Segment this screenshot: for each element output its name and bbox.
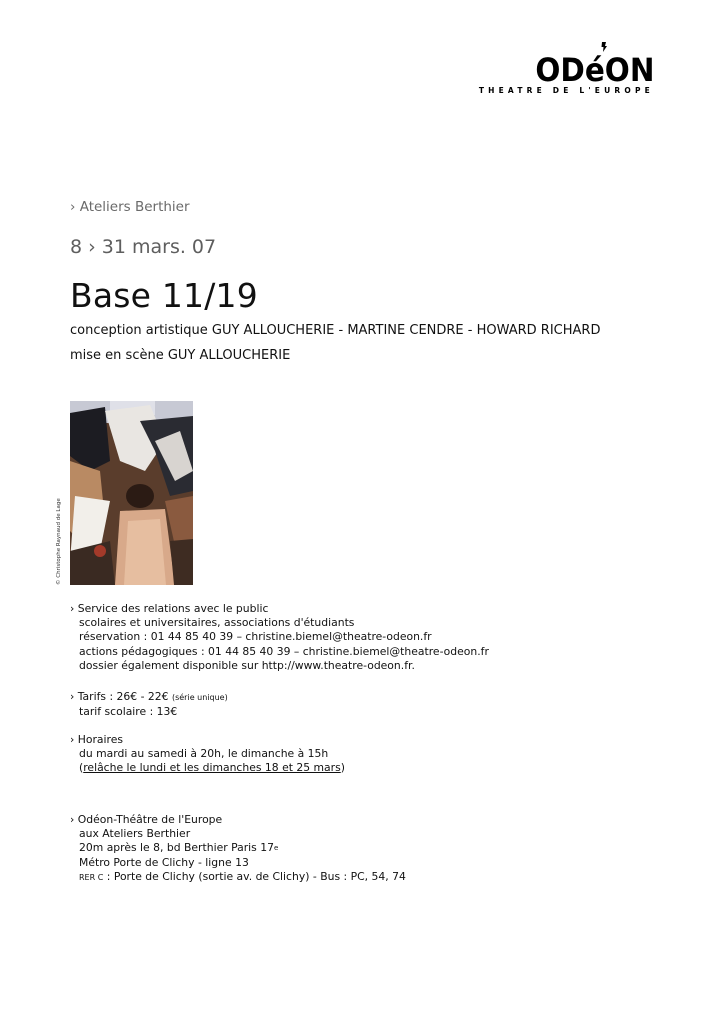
address-street-sup: e bbox=[273, 844, 279, 853]
schedule-block bbox=[70, 733, 345, 776]
public-relations-block bbox=[70, 602, 489, 673]
address-heading: › Odéon-Théâtre de l'Europe bbox=[70, 813, 223, 826]
direction-credit: mise en scène GUY ALLOUCHERIE bbox=[70, 348, 291, 363]
photo-credit: © Christophe Raynaud de Lage bbox=[56, 498, 62, 585]
pricing-block bbox=[70, 690, 228, 719]
relache-open-paren: ( bbox=[79, 761, 84, 775]
pricing-note: (série unique) bbox=[171, 693, 228, 702]
relache-close-paren: ) bbox=[340, 761, 345, 775]
dossier-line: dossier également disponible sur http://www.theatre-odeon.fr. bbox=[79, 658, 415, 672]
schedule-heading: › Horaires bbox=[70, 733, 123, 746]
photo-illustration bbox=[70, 401, 193, 585]
pricing-line: › Tarifs : 26€ - 22€ bbox=[70, 690, 169, 703]
rer-bus-line: : Porte de Clichy (sortie av. de Clichy) - Bus : PC, 54, 74 bbox=[103, 869, 406, 883]
event-dates: 8 › 31 mars. 07 bbox=[70, 236, 217, 258]
conception-credit: conception artistique GUY ALLOUCHERIE - MARTINE CENDRE - HOWARD RICHARD bbox=[70, 323, 601, 338]
page-title: Base 11/19 bbox=[70, 276, 258, 315]
reservation-line: réservation : 01 44 85 40 39 – christine.biemel@theatre-odeon.fr bbox=[79, 630, 432, 644]
address-venue: aux Ateliers Berthier bbox=[79, 827, 191, 841]
logo-wordmark: ODéON bbox=[534, 51, 654, 89]
public-relations-heading: › Service des relations avec le public bbox=[70, 602, 269, 615]
venue-label: › Ateliers Berthier bbox=[70, 199, 190, 215]
address-block bbox=[70, 813, 406, 885]
audience-line: scolaires et universitaires, associations d'étudiants bbox=[79, 616, 355, 630]
address-street: 20m après le 8, bd Berthier Paris 17 bbox=[79, 841, 274, 855]
school-pricing-line: tarif scolaire : 13€ bbox=[79, 705, 178, 719]
metro-line: Métro Porte de Clichy - ligne 13 bbox=[79, 855, 249, 869]
relache-note: relâche le lundi et les dimanches 18 et 25 mars bbox=[83, 761, 341, 775]
educational-actions-line: actions pédagogiques : 01 44 85 40 39 – christine.biemel@theatre-odeon.fr bbox=[79, 644, 489, 658]
schedule-line: du mardi au samedi à 20h, le dimanche à 15h bbox=[79, 747, 329, 761]
rer-prefix: RER C bbox=[79, 872, 104, 882]
production-photo bbox=[70, 401, 193, 585]
logo-subtitle: THEATRE DE L'EUROPE bbox=[478, 86, 654, 95]
